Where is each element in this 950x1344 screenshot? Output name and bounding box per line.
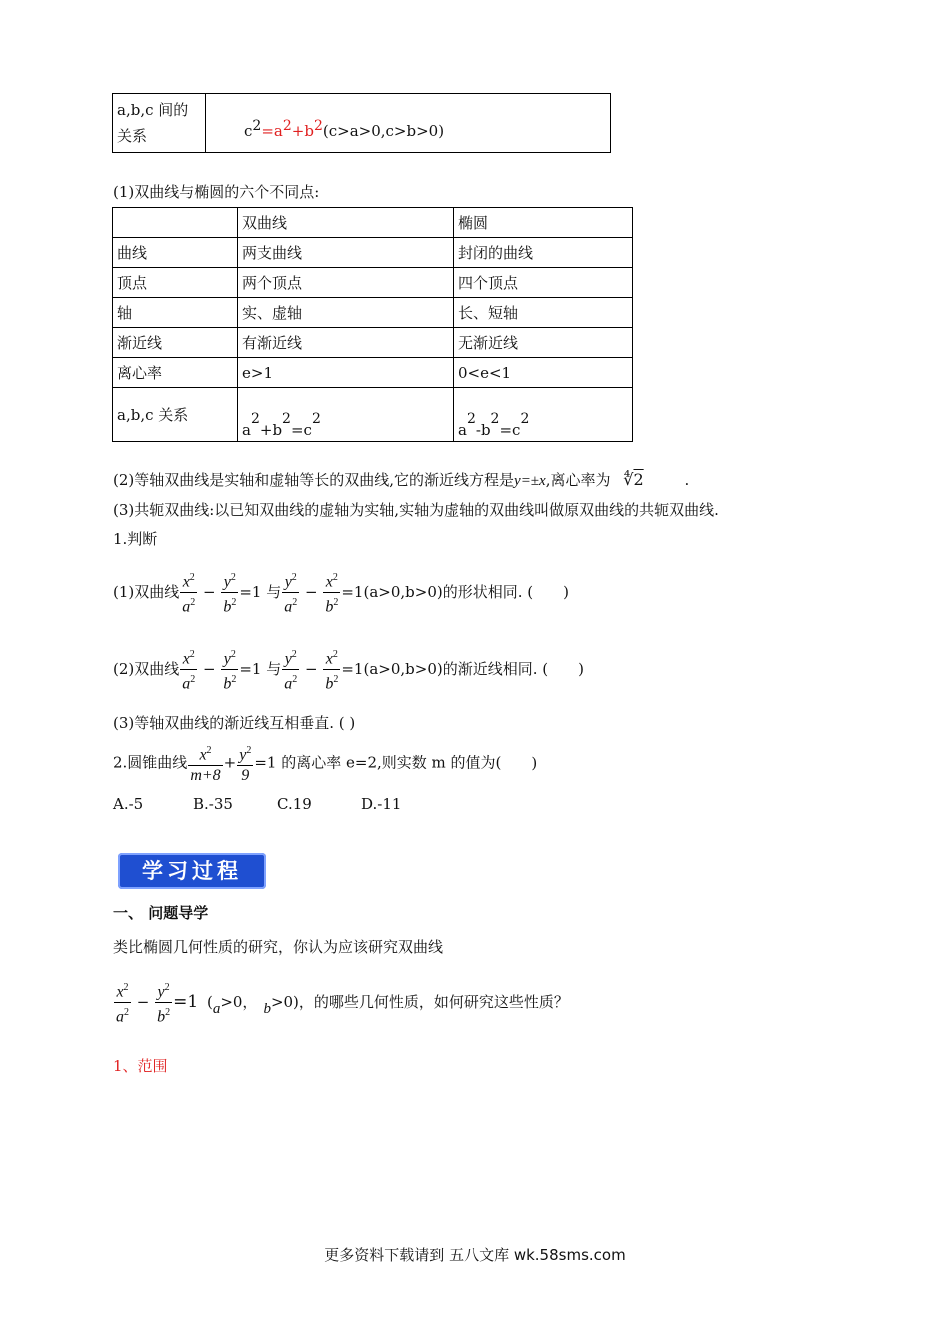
compare-cell: 有渐近线 — [238, 328, 454, 358]
fraction-y2-9: $\frac{y^2}{9}$ — [237, 741, 253, 786]
intro-text: 类比椭圆几何性质的研究，你认为应该研究双曲线 — [113, 938, 444, 956]
compare-table — [112, 207, 633, 442]
compare-cell: 实、虚轴 — [238, 298, 454, 328]
ellipse-abc-relation: $a^2-b^2=c^2$ — [454, 388, 633, 442]
compare-row-label: 离心率 — [113, 358, 238, 388]
judge-item-3: (3)等轴双曲线的渐近线互相垂直. ( ) — [113, 714, 356, 732]
abc-relation-formula: $c^2=a^2+b^2(c>a>0,c>b>0)$ — [206, 94, 611, 153]
heading-problem-guide: 一、 问题导学 — [113, 904, 209, 922]
compare-row-label: a,b,c 关系 — [113, 388, 238, 442]
fraction-y2-a2: $\frac{y^2}{a^2}$ — [282, 645, 299, 695]
compare-cell: 四个顶点 — [454, 268, 633, 298]
fraction-x2-a2: $\frac{x^2}{a^2}$ — [180, 645, 197, 695]
fraction-x2-b2: $\frac{x^2}{b^2}$ — [323, 568, 340, 618]
fraction-x2-m8: $\frac{x^2}{m+8}$ — [188, 741, 222, 786]
judge-title: 1.判断 — [113, 530, 158, 548]
footer-text: 更多资料下载请到 五八文库 wk.58sms.com — [324, 1246, 626, 1264]
compare-cell: 无渐近线 — [454, 328, 633, 358]
compare-row-label: 曲线 — [113, 238, 238, 268]
option-b[interactable]: B.-35 — [193, 795, 233, 813]
hyperbola-abc-relation: $a^2+b^2=c^2$ — [238, 388, 454, 442]
compare-header-ellipse: 椭圆 — [454, 208, 633, 238]
fraction-y2-b2: $\frac{y^2}{b^2}$ — [221, 645, 238, 695]
compare-cell: 长、短轴 — [454, 298, 633, 328]
fraction-y2-b2: $\frac{y^2}{b^2}$ — [221, 568, 238, 618]
compare-cell: 封闭的曲线 — [454, 238, 633, 268]
equilateral-hyperbola-text: (2)等轴双曲线是实轴和虚轴等长的双曲线,它的渐近线方程是y=±x,离心率为 ∜2 . — [113, 470, 690, 489]
compare-row-label: 渐近线 — [113, 328, 238, 358]
section1-title: (1)双曲线与椭圆的六个不同点: — [113, 183, 320, 201]
fraction-x2-b2: $\frac{x^2}{b^2}$ — [323, 645, 340, 695]
compare-cell: 0<e<1 — [454, 358, 633, 388]
judge-item-2: (2)双曲线 $\frac{x^2}{a^2}$ − $\frac{y^2}{b^2}$ =1 与 $\frac{y^2}{a^2}$ − $\frac{x^2}{b^2}$ =1(a>0,b>0)的渐近线相同. ( ) — [113, 645, 584, 695]
compare-header-hyperbola: 双曲线 — [238, 208, 454, 238]
compare-row-label: 轴 — [113, 298, 238, 328]
abc-relation-table — [112, 93, 611, 153]
conjugate-hyperbola-text: (3)共轭双曲线:以已知双曲线的虚轴为实轴,实轴为虚轴的双曲线叫做原双曲线的共轭双曲线. — [113, 501, 719, 519]
question-2: 2.圆锥曲线 $\frac{x^2}{m+8}$ + $\frac{y^2}{9}$ =1 的离心率 e=2,则实数 m 的值为( ) — [113, 741, 537, 786]
compare-cell: 两支曲线 — [238, 238, 454, 268]
compare-row-label: 顶点 — [113, 268, 238, 298]
option-d[interactable]: D.-11 — [361, 795, 402, 813]
fraction-y2-b2: $\frac{y^2}{b^2}$ — [155, 978, 172, 1028]
abc-relation-label: a,b,c 间的关系 — [113, 94, 206, 153]
judge-item-1: (1)双曲线 $\frac{x^2}{a^2}$ − $\frac{y^2}{b^2}$ =1 与 $\frac{y^2}{a^2}$ − $\frac{x^2}{b^2}$ =1(a>0,b>0)的形状相同. ( ) — [113, 568, 569, 618]
fraction-y2-a2: $\frac{y^2}{a^2}$ — [282, 568, 299, 618]
fraction-x2-a2: $\frac{x^2}{a^2}$ — [180, 568, 197, 618]
subsection-range: 1、范围 — [113, 1057, 168, 1075]
intro-formula: $\frac{x^2}{a^2}$ − $\frac{y^2}{b^2}$ =1 (a>0， b>0)，的哪些几何性质，如何研究这些性质？ — [113, 978, 569, 1028]
sqrt-icon: ∜2 — [623, 470, 644, 489]
compare-header-empty — [113, 208, 238, 238]
answer-options — [113, 794, 401, 814]
compare-cell: e>1 — [238, 358, 454, 388]
compare-cell: 两个顶点 — [238, 268, 454, 298]
learning-process-banner: 学习过程 — [118, 853, 266, 889]
option-a[interactable]: A.-5 — [113, 795, 144, 813]
option-c[interactable]: C.19 — [277, 795, 312, 813]
fraction-x2-a2: $\frac{x^2}{a^2}$ — [114, 978, 131, 1028]
